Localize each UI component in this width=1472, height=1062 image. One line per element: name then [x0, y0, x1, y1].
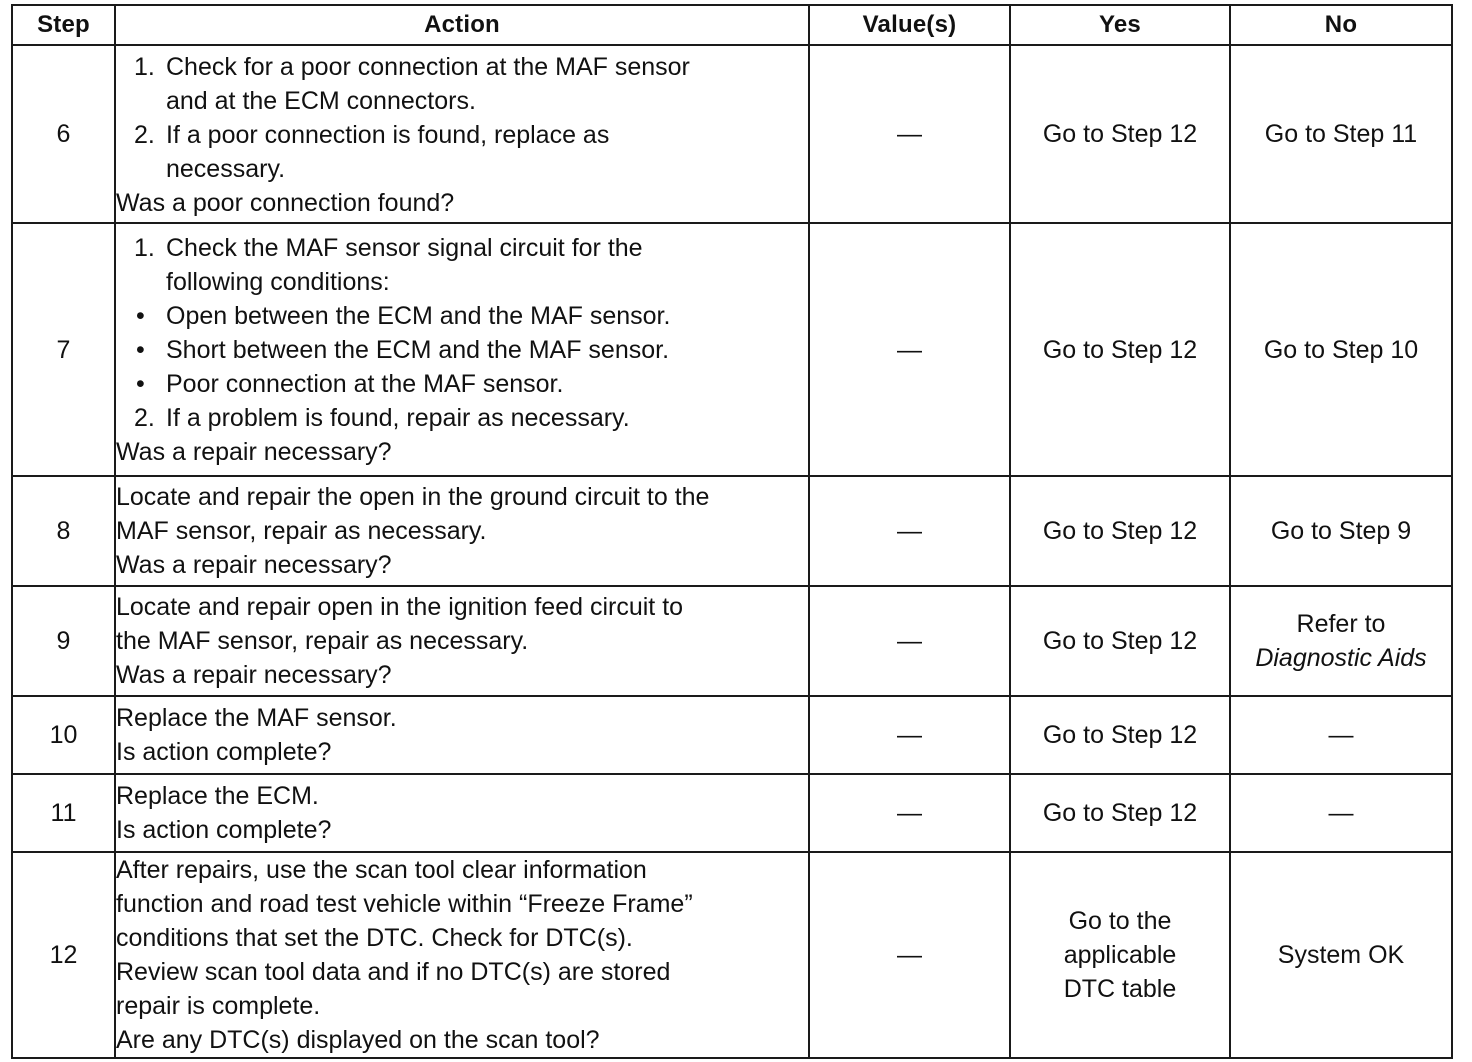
table-row-step-8 [12, 476, 1452, 586]
no-cell: Go to Step 10 [1230, 223, 1452, 476]
yes-cell: Go to Step 12 [1010, 223, 1230, 476]
value-cell: — [809, 586, 1010, 696]
table-row-step-12 [12, 852, 1452, 1058]
step-number: 6 [12, 45, 115, 223]
yes-cell: Go to Step 12 [1010, 586, 1230, 696]
no-cell: — [1230, 696, 1452, 774]
bullet-icon: • [136, 301, 145, 330]
numbered-item: 1. Check for a poor connection at the MAF sensor and at the ECM connectors. [134, 53, 690, 115]
table-header [12, 5, 1452, 45]
step-number: 10 [12, 696, 115, 774]
action-question: Is action complete? [116, 816, 332, 844]
numbered-item: 2. If a poor connection is found, replace as necessary. [134, 121, 610, 183]
bullet-item: • Short between the ECM and the MAF sensor. [116, 333, 808, 367]
no-cell: Refer to Diagnostic Aids [1230, 586, 1452, 696]
step-number: 12 [12, 852, 115, 1058]
action-cell [115, 223, 809, 476]
no-cell: System OK [1230, 852, 1452, 1058]
table-row-step-11 [12, 774, 1452, 852]
header-row [12, 5, 1452, 45]
action-cell: Replace the MAF sensor. Is action complete? [115, 696, 809, 774]
numbered-item: 2. If a problem is found, repair as necessary. [134, 403, 630, 432]
bullet-icon: • [136, 369, 145, 398]
action-cell: After repairs, use the scan tool clear information function and road test vehicle within “Freeze Frame” conditions that set the DTC. Check for DTC(s). Review scan tool data and if no DTC(s) are stored repair is complete. Are any DTC(s) displayed on the scan tool? [115, 852, 809, 1058]
action-question: Was a repair necessary? [116, 437, 392, 466]
table-row-step-9 [12, 586, 1452, 696]
bullet-icon: • [136, 335, 145, 364]
yes-cell: Go to Step 12 [1010, 696, 1230, 774]
action-question: Was a poor connection found? [116, 189, 455, 217]
table-row-step-7 [12, 223, 1452, 476]
table-row-step-10 [12, 696, 1452, 774]
yes-cell: Go to Step 12 [1010, 45, 1230, 223]
value-cell: — [809, 774, 1010, 852]
action-question: Was a repair necessary? [116, 661, 392, 689]
action-question: Are any DTC(s) displayed on the scan tool? [116, 1026, 600, 1054]
value-cell: — [809, 476, 1010, 586]
header-yes: Yes [1010, 5, 1230, 45]
yes-cell: Go to Step 12 [1010, 476, 1230, 586]
header-no: No [1230, 5, 1452, 45]
numbered-item: 1. Check the MAF sensor signal circuit for the following conditions: [134, 233, 643, 296]
action-cell: Replace the ECM. Is action complete? [115, 774, 809, 852]
bullet-item: • Open between the ECM and the MAF sensor. [116, 299, 808, 333]
no-cell: Go to Step 9 [1230, 476, 1452, 586]
step-number: 7 [12, 223, 115, 476]
value-cell: — [809, 223, 1010, 476]
step-number: 8 [12, 476, 115, 586]
step-number: 11 [12, 774, 115, 852]
diagnostic-aids-reference: Diagnostic Aids [1255, 644, 1427, 672]
value-cell: — [809, 696, 1010, 774]
action-cell: Locate and repair open in the ignition feed circuit to the MAF sensor, repair as necessary. Was a repair necessary? [115, 586, 809, 696]
header-action: Action [115, 5, 809, 45]
bullet-item: • Poor connection at the MAF sensor. [116, 367, 808, 401]
header-values: Value(s) [809, 5, 1010, 45]
action-cell: Locate and repair the open in the ground circuit to the MAF sensor, repair as necessary. Was a repair necessary? [115, 476, 809, 586]
value-cell: — [809, 852, 1010, 1058]
diagnostic-table [11, 4, 1453, 1059]
action-question: Was a repair necessary? [116, 551, 392, 579]
header-step: Step [12, 5, 115, 45]
no-cell: — [1230, 774, 1452, 852]
value-cell: — [809, 45, 1010, 223]
step-number: 9 [12, 586, 115, 696]
no-cell: Go to Step 11 [1230, 45, 1452, 223]
yes-cell: Go to Step 12 [1010, 774, 1230, 852]
table-row-step-6 [12, 45, 1452, 223]
yes-cell: Go to the applicable DTC table [1010, 852, 1230, 1058]
action-cell [115, 45, 809, 223]
action-question: Is action complete? [116, 738, 332, 766]
